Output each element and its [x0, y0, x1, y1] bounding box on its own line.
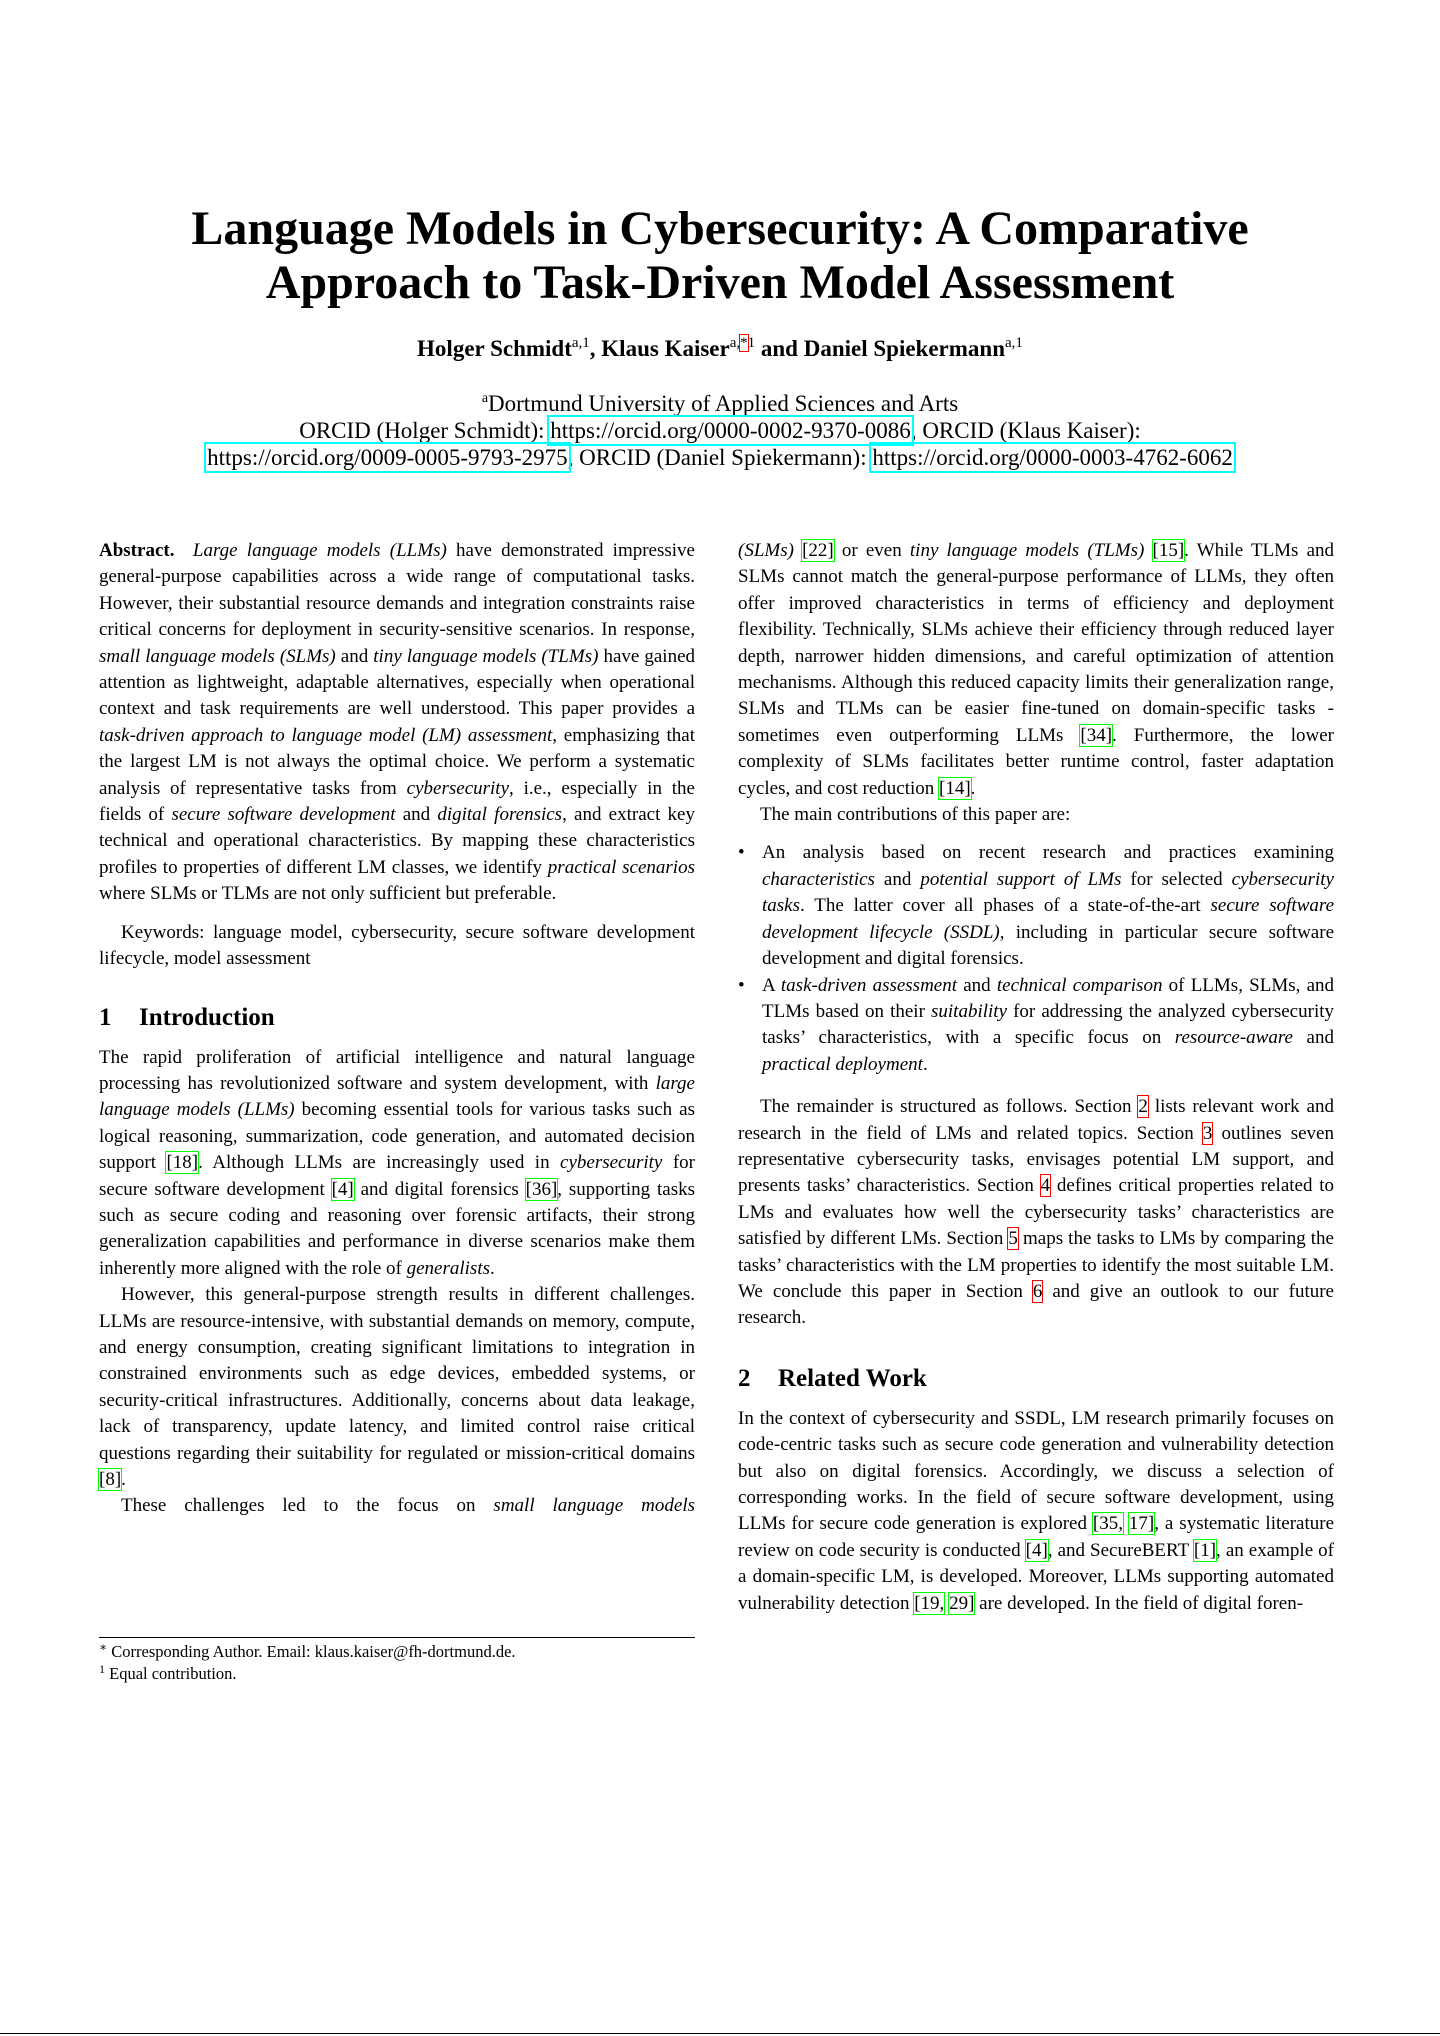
footnotes	[99, 1641, 695, 1685]
citation-link[interactable]: [19,	[914, 1592, 945, 1614]
orcid-link[interactable]: https://orcid.org/0009-0005-9793-2975	[207, 445, 568, 470]
para-text: However, this general-purpose strength results in different challenges. LLMs are resource-intensive, with substantial demands on memory, compute, and energy consumption, creating significant limitations to integration in constrained environments such as edge devices, embedded systems, or security-critical infrastructures. Additionally, concerns about data leakage, lack of transparency, update latency, and limited control raise critical questions regarding their suitability for regulated or mission-critical domains	[99, 1284, 695, 1464]
para-text: of LLMs, SLMs, and TLMs based on their	[762, 974, 1335, 1022]
page-bottom-edge	[0, 2033, 1440, 2034]
paragraph	[99, 1282, 695, 1493]
para-text: An analysis based on recent research and practices examining	[762, 842, 1334, 864]
abstract-text: small language models (SLMs)	[99, 645, 336, 667]
citation-link[interactable]: [14]	[939, 777, 971, 799]
section-ref-link[interactable]: 6	[1032, 1280, 1043, 1302]
para-text: .	[970, 777, 976, 799]
para-text: In the context of cybersecurity and SSDL, LM research primarily focuses on code-centric tasks such as secure code generation and vulnerability detection but also on digital forensics. Accordingly, we discuss a selection of corresponding works. In the field of secure software development, using LLMs for secure code generation is explored	[738, 1407, 1334, 1535]
abstract-text: , and extract key technical and operational characteristics. By mapping these characteristics profiles to properties of different LM classes, we identify	[99, 804, 695, 878]
para-text: suitability	[931, 1000, 1007, 1022]
paragraph	[738, 1406, 1334, 1617]
para-text: and digital forensics	[353, 1178, 526, 1200]
abstract-text: have gained attention as lightweight, adaptable alternatives, especially when operational context and task requirements are well understood. This paper provides a	[99, 645, 696, 720]
abstract-text: secure software development	[171, 804, 396, 826]
para-text: A	[762, 974, 781, 996]
orcid-label: ORCID (Daniel Spiekermann):	[579, 445, 867, 470]
affiliation-sup: a	[481, 391, 489, 406]
para-text: small language models	[493, 1495, 695, 1517]
author-affil-sup: a,1	[571, 335, 590, 351]
abstract-text: and	[395, 804, 438, 826]
citation-link[interactable]: [36]	[525, 1178, 558, 1200]
para-text: and	[874, 868, 921, 890]
footnote-mark: 1	[99, 1662, 105, 1676]
para-text: , including in particular secure software development and digital forensics.	[762, 921, 1334, 970]
para-text: tiny language models (TLMs)	[909, 540, 1145, 561]
section-heading-related-work	[738, 1364, 1334, 1394]
author-list: Holger Schmidt$^{a,1}$, Klaus Kaiser$^{a,*1}$ and Daniel Spiekermann$^{a,1}$	[417, 335, 1023, 361]
corresponding-author-link[interactable]: *	[740, 335, 748, 351]
paragraph	[738, 1094, 1334, 1332]
section-ref-link[interactable]: 3	[1202, 1122, 1213, 1144]
citation-link[interactable]: [22]	[802, 540, 834, 561]
orcid-link[interactable]: https://orcid.org/0000-0002-9370-0086	[550, 418, 911, 443]
para-text: .	[121, 1469, 126, 1490]
citation-link[interactable]: [4]	[331, 1178, 354, 1200]
para-text: and	[957, 974, 997, 996]
paragraph	[99, 1045, 695, 1283]
para-text: , supporting tasks such as secure coding and reasoning over forensic artifacts, their strong generalization capabilities and performance in diverse scenarios make them inherently more aligned with the role of	[99, 1178, 695, 1279]
abstract-text: task-driven approach to language model (LM) assessment	[99, 724, 553, 746]
para-text: potential support of LMs	[920, 868, 1122, 890]
para-text: task-driven assessment	[780, 974, 958, 996]
abstract-text: digital forensics	[437, 804, 563, 826]
section-number: 2	[738, 1364, 751, 1392]
author-affil-sup	[730, 335, 755, 351]
author-name: Daniel Spiekermann	[803, 336, 1006, 361]
para-text: , a systematic literature review on code security is conducted	[738, 1513, 1335, 1561]
author-and: and	[760, 336, 798, 361]
author-name: Klaus Kaiser	[601, 336, 730, 361]
para-text: and	[1292, 1027, 1334, 1049]
footnote-rule	[99, 1637, 695, 1638]
para-text: cybersecurity	[560, 1152, 663, 1174]
citation-link[interactable]: [8]	[99, 1469, 122, 1490]
para-text: .	[922, 1053, 928, 1075]
bullet-icon: •	[738, 842, 745, 864]
abstract-text: where SLMs or TLMs are not only sufficient but preferable.	[99, 883, 557, 905]
para-text: maps the tasks to LMs by comparing the tasks’ characteristics with the LM properties to identify the most suitable LM. We conclude this paper in Section	[738, 1228, 1334, 1302]
para-text: . While TLMs and SLMs cannot match the general-purpose performance of LLMs, they often offer improved characteristics in terms of efficiency and deployment flexibility. Technically, SLMs achieve their efficiency through reduced layer depth, narrower hidden dimensions, and careful optimization of attention mechanisms. Although this reduced capacity limits their generalization range, SLMs and TLMs can be easier fine-tuned on domain-specific tasks - sometimes even outperforming LLMs	[738, 540, 1335, 746]
author-affil-sup: a,1	[1005, 335, 1023, 351]
para-text: are developed. In the field of digital foren-	[974, 1592, 1304, 1614]
abstract-text: Large language models (LLMs)	[192, 540, 447, 561]
para-text: These challenges led to the focus on	[121, 1495, 494, 1517]
citation-link[interactable]: [4]	[1025, 1539, 1048, 1561]
abstract-text: tiny language models (TLMs)	[373, 645, 599, 667]
abstract-text: have demonstrated impressive general-purpose capabilities across a wide range of computational tasks. However, their substantial resource demands and integration constraints raise critical concerns for deployment in security-sensitive scenarios. In response,	[99, 540, 695, 641]
para-text: . Although LLMs are increasingly used in	[198, 1152, 561, 1174]
abstract-text: , emphasizing that the largest LM is not always the optimal choice. We perform a systematic analysis of representative tasks from	[99, 724, 695, 799]
para-text: and give an outlook to our future research.	[738, 1280, 1334, 1329]
paragraph	[738, 538, 1334, 802]
affiliation-block	[98, 390, 1342, 471]
para-text: .	[490, 1257, 495, 1279]
keywords: Keywords: language model, cybersecurity, secure software development lifecycle, model assessment	[99, 921, 695, 970]
para-text: cybersecurity tasks	[762, 868, 1334, 917]
author-affil-sup-1: 1	[747, 335, 756, 351]
para-text: (SLMs)	[738, 540, 794, 561]
section-heading-introduction	[99, 1003, 695, 1033]
para-text: resource-aware	[1174, 1027, 1293, 1049]
orcid-link[interactable]: https://orcid.org/0000-0003-4762-6062	[872, 445, 1233, 470]
footnote-text: Corresponding Author. Email: klaus.kaiser@fh-dortmund.de.	[111, 1642, 516, 1661]
right-column	[738, 538, 1334, 1617]
citation-link[interactable]: [1]	[1193, 1539, 1217, 1561]
abstract-text: cybersecurity	[406, 777, 510, 799]
paper-title: Language Models in Cybersecurity: A Comparative Approach to Task-Driven Model Assessment	[191, 202, 1249, 309]
author-affil-sup-a: a,	[729, 335, 741, 351]
list-item	[738, 840, 1334, 972]
citation-link[interactable]: [18]	[166, 1152, 199, 1174]
para-text: , and SecureBERT	[1047, 1539, 1194, 1561]
para-text: for selected	[1121, 868, 1232, 890]
footnote-text: Equal contribution.	[109, 1664, 237, 1683]
citation-link[interactable]: [15]	[1152, 540, 1185, 561]
abstract-text: practical scenarios	[547, 856, 695, 878]
para-text: The remainder is structured as follows. Section	[760, 1096, 1139, 1118]
section-number: 1	[99, 1003, 112, 1031]
section-ref-link[interactable]: 4	[1040, 1175, 1051, 1197]
affiliation-name: Dortmund University of Applied Sciences and Arts	[488, 391, 959, 416]
para-text: The rapid proliferation of artificial intelligence and natural language processing has revolutionized software and system development, with	[99, 1046, 695, 1094]
para-text: for addressing the analyzed cybersecurity tasks’ characteristics, with a specific focus on	[762, 1000, 1334, 1049]
abstract-label: Abstract.	[99, 540, 175, 561]
para-text: outlines seven representative cybersecurity tasks, envisages potential LM support, and presents tasks’ characteristics. Section	[738, 1122, 1334, 1197]
orcid-line: https://orcid.org/0009-0005-9793-2975, ORCID (Daniel Spiekermann): https://orcid.org/0000-0003-4762-6062	[207, 445, 1233, 470]
para-text: becoming essential tools for various tasks such as logical reasoning, summarization, code generation, and automated decision support	[99, 1099, 695, 1174]
para-text: lists relevant work and research in the field of LMs and related topics. Section	[738, 1096, 1334, 1144]
para-text: , an example of a domain-specific LM, is developed. Moreover, LLMs supporting automated vulnerability detection	[738, 1539, 1334, 1614]
abstract	[99, 538, 695, 908]
para-text: or even	[833, 540, 910, 561]
para-text: generalists	[406, 1257, 490, 1279]
footnote	[99, 1641, 695, 1663]
para-text: . The latter cover all phases of a state-of-the-art	[800, 895, 1211, 917]
affiliation-line	[98, 390, 1342, 417]
paragraph	[99, 1493, 695, 1519]
orcid-label: ORCID (Klaus Kaiser):	[922, 418, 1141, 443]
list-item	[738, 973, 1334, 1079]
citation-link[interactable]: [34]	[1080, 724, 1113, 746]
citation-link[interactable]: 29]	[949, 1592, 975, 1614]
para-text: secure software development lifecycle (SSDL)	[762, 895, 1335, 943]
abstract-text: , i.e., especially in the fields of	[99, 777, 695, 826]
left-column	[99, 538, 695, 1520]
para-text: technical comparison	[996, 974, 1163, 996]
section-ref-link[interactable]: 2	[1138, 1096, 1148, 1118]
para-text: . Furthermore, the lower complexity of SLMs facilitates better runtime control, faster adaptation cycles, and cost reduction	[738, 724, 1334, 799]
footnote-mark: ∗	[99, 1640, 108, 1654]
footnote	[99, 1663, 695, 1685]
para-text: defines critical properties related to LMs and evaluates how well the cybersecurity tasks’ characteristics are satisfied by different LMs. Section	[738, 1175, 1335, 1250]
bullet-icon: •	[738, 974, 745, 996]
para-text: large language models (LLMs)	[99, 1072, 695, 1121]
section-ref-link[interactable]: 5	[1008, 1228, 1018, 1250]
para-text: for secure software development	[99, 1152, 695, 1200]
paragraph: The main contributions of this paper are:	[760, 804, 1071, 826]
para-text: characteristics	[762, 868, 875, 890]
citation-link[interactable]: 17]	[1128, 1513, 1155, 1535]
para-text: practical deployment	[762, 1053, 923, 1075]
citation-link[interactable]: [35,	[1092, 1513, 1123, 1535]
orcid-line: ORCID (Holger Schmidt): https://orcid.org/0000-0002-9370-0086, ORCID (Klaus Kaiser):	[299, 418, 1141, 443]
abstract-text: and	[335, 645, 374, 667]
contribution-list	[738, 840, 1334, 1078]
orcid-label: ORCID (Holger Schmidt):	[299, 418, 545, 443]
section-title: Related Work	[778, 1364, 927, 1392]
author-name: Holger Schmidt	[417, 336, 572, 361]
section-title: Introduction	[139, 1003, 275, 1031]
